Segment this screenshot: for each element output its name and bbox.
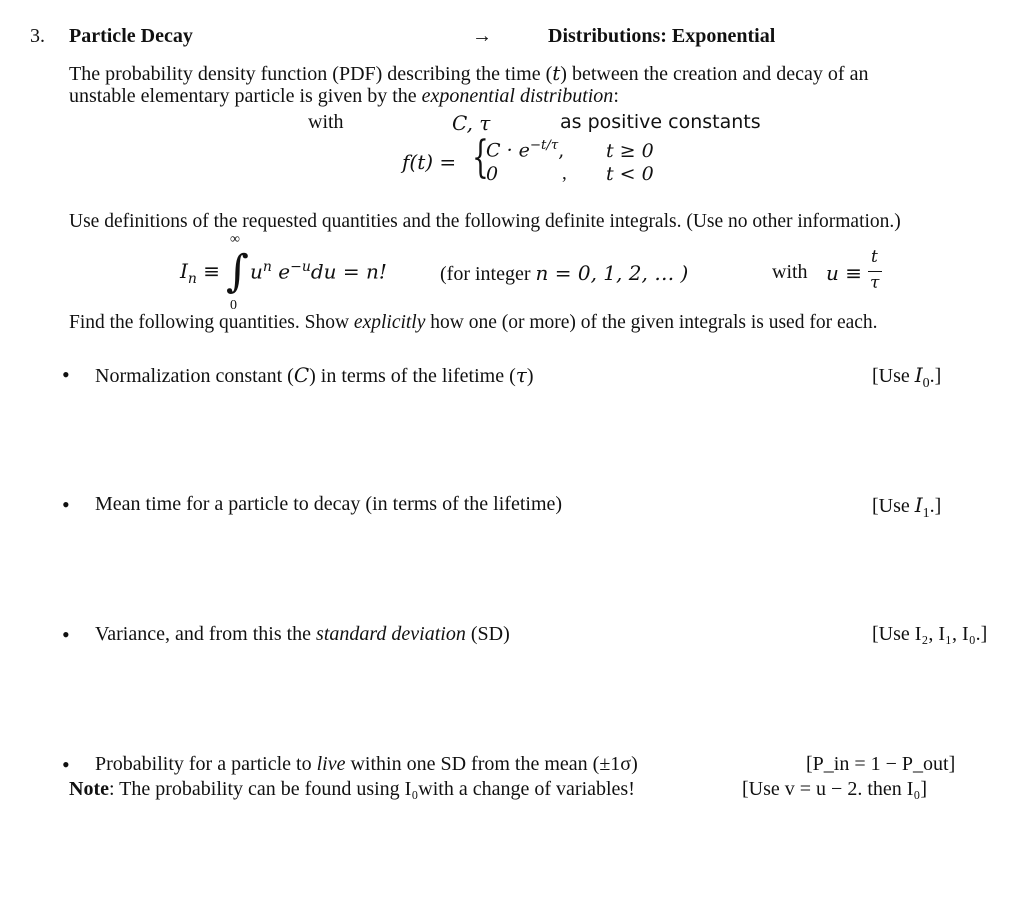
- bullet-icon: •: [62, 752, 70, 777]
- problem-topic: Distributions: Exponential: [548, 25, 776, 47]
- constants-with: with: [308, 111, 344, 133]
- bullet-icon: •: [62, 492, 70, 517]
- u-definition: u ≡: [826, 261, 862, 285]
- integrand: $u^n$ $e^{-u}du = n$!: [250, 259, 387, 284]
- note: Note: The probability can be found using I₀with a change of variables!: [69, 778, 635, 800]
- task-probability-hint: [P_in = 1 − P_out]: [806, 753, 956, 775]
- task-mean-time-hint: [Use $I_1$.]: [872, 493, 942, 521]
- u-fraction-numerator: t: [871, 247, 878, 267]
- problem-title: Particle Decay: [69, 25, 193, 47]
- intro-line-1: The probability density function (PDF) describing the time (t) between the creation and decay of an: [69, 61, 869, 85]
- integral-sign: ∫: [226, 246, 249, 297]
- arrow-icon: →: [472, 25, 492, 47]
- problem-number: 3.: [30, 25, 45, 47]
- integral-lhs: $I_n$ ≡: [180, 259, 221, 287]
- task-mean-time: Mean time for a particle to decay (in terms of the lifetime): [95, 493, 563, 515]
- pdf-case-2-condition: t < 0: [606, 163, 654, 185]
- task-normalization-hint: [Use $I_0$.]: [872, 363, 942, 391]
- pdf-case-1-condition: t ≥ 0: [606, 140, 654, 162]
- find-instructions: Find the following quantities. Show explicitly how one (or more) of the given integrals is used for each.: [69, 312, 878, 333]
- note-hint: [Use v = u − 2. then I₀]: [742, 778, 928, 800]
- u-fraction-denominator: τ: [870, 273, 880, 293]
- u-fraction-bar: [868, 271, 882, 272]
- task-normalization: Normalization constant (C) in terms of the lifetime (τ): [95, 363, 534, 387]
- constants-vars: C, τ: [452, 111, 491, 135]
- pdf-case-1: $C \cdot e^{-t/\tau}$,: [486, 138, 565, 162]
- task-variance: Variance, and from this the standard deviation (SD): [95, 623, 510, 645]
- pdf-case-2: 0: [486, 163, 499, 185]
- u-definition-with: with: [772, 261, 808, 283]
- constants-desc: as positive constants: [560, 111, 761, 133]
- instructions: Use definitions of the requested quantities and the following definite integrals. (Use no other information.): [69, 211, 901, 232]
- integral-upper-limit: ∞: [230, 232, 240, 247]
- integral-lower-limit: 0: [230, 298, 237, 313]
- pdf-lhs: f(t) =: [402, 150, 457, 174]
- bullet-icon: •: [62, 362, 70, 387]
- task-variance-hint: [Use I₂, I₁, I₀.]: [872, 623, 988, 645]
- intro-line-2: unstable elementary particle is given by the exponential distribution:: [69, 85, 619, 107]
- pdf-case-2-comma: ,: [562, 163, 567, 184]
- bullet-icon: •: [62, 622, 70, 647]
- task-probability: Probability for a particle to live within one SD from the mean (±1σ): [95, 753, 638, 775]
- pdf-brace: {: [472, 132, 489, 183]
- integral-note: (for integer n = 0, 1, 2, … ): [440, 261, 689, 285]
